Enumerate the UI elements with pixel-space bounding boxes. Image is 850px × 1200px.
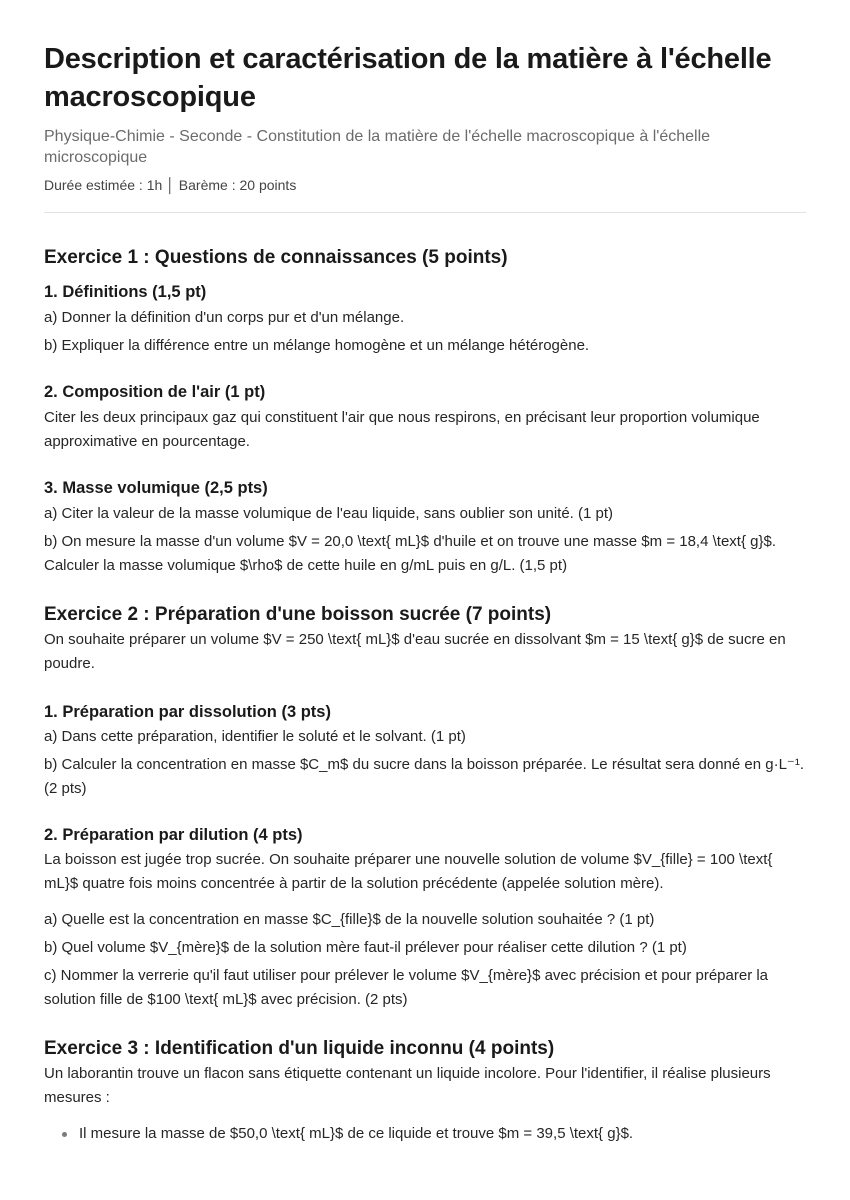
question-item: b) Expliquer la différence entre un mélange homogène et un mélange hétérogène. bbox=[44, 337, 590, 354]
question-item: b) On mesure la masse d'un volume $V = 20,0 \text{ mL}$ d'huile et on trouve une masse $m = 18,4 \text{ g}$. Calculer la masse volumique $\rho$ de cette huile en g/mL puis en g/L. (1,5 pt) bbox=[44, 533, 776, 574]
exercise-title: Exercice 3 : Identification d'un liquide inconnu (4 points) bbox=[44, 1038, 555, 1059]
exercise-2-section-2 bbox=[44, 824, 806, 1012]
question-item: c) Nommer la verrerie qu'il faut utiliser pour prélever le volume $V_{mère}$ avec précision et pour préparer la solution fille de $100 \text{ mL}$ avec précision. (2 pts) bbox=[44, 967, 769, 1008]
question-item: a) Quelle est la concentration en masse $C_{fille}$ de la nouvelle solution souhaitée ? (1 pt) bbox=[44, 911, 655, 928]
header-divider bbox=[44, 212, 806, 213]
exercise-intro: On souhaite préparer un volume $V = 250 \text{ mL}$ d'eau sucrée en dissolvant $m = 15 \text{ g}$ de sucre en poudre. bbox=[44, 631, 786, 672]
exercise-3 bbox=[44, 1036, 806, 1146]
question-item: Citer les deux principaux gaz qui constituent l'air que nous respirons, en précisant leur proportion volumique approximative en pourcentage. bbox=[44, 409, 760, 450]
exercise-title: Exercice 1 : Questions de connaissances (5 points) bbox=[44, 247, 508, 268]
exercise-2-section-1 bbox=[44, 701, 806, 801]
measurement-list bbox=[44, 1122, 806, 1146]
page-title: Description et caractérisation de la matière à l'échelle macroscopique bbox=[44, 43, 772, 113]
question-item: a) Donner la définition d'un corps pur et d'un mélange. bbox=[44, 309, 405, 326]
exercise-1-section-1 bbox=[44, 281, 806, 358]
question-item: a) Citer la valeur de la masse volumique de l'eau liquide, sans oublier son unité. (1 pt) bbox=[44, 505, 614, 522]
section-title: 2. Composition de l'air (1 pt) bbox=[44, 383, 266, 401]
duration-and-grading: Durée estimée : 1h │ Barème : 20 points bbox=[44, 177, 297, 193]
question-item: b) Quel volume $V_{mère}$ de la solution mère faut-il prélever pour réaliser cette dilution ? (1 pt) bbox=[44, 939, 687, 956]
question-item: b) Calculer la concentration en masse $C_m$ du sucre dans la boisson préparée. Le résultat sera donné en g·L⁻¹. (2 pts) bbox=[44, 756, 805, 797]
list-item: Il mesure la masse de $50,0 \text{ mL}$ de ce liquide et trouve $m = 39,5 \text{ g}$. bbox=[79, 1122, 806, 1146]
exercise-title: Exercice 2 : Préparation d'une boisson sucrée (7 points) bbox=[44, 604, 552, 625]
section-title: 1. Définitions (1,5 pt) bbox=[44, 283, 207, 301]
exercise-1-section-3 bbox=[44, 477, 806, 578]
exercise-2 bbox=[44, 602, 806, 1012]
section-title: 1. Préparation par dissolution (3 pts) bbox=[44, 703, 331, 721]
section-intro: La boisson est jugée trop sucrée. On souhaite préparer une nouvelle solution de volume $V_{fille} = 100 \text{ mL}$ quatre fois moins concentrée à partir de la solution précédente (appelée solution mère). bbox=[44, 851, 773, 892]
exercise-1 bbox=[44, 245, 806, 578]
exercise-1-section-2 bbox=[44, 381, 806, 454]
page-subtitle: Physique-Chimie - Seconde - Constitution de la matière de l'échelle macroscopique à l'échelle microscopique bbox=[44, 128, 711, 166]
section-title: 2. Préparation par dilution (4 pts) bbox=[44, 826, 303, 844]
exercise-intro: Un laborantin trouve un flacon sans étiquette contenant un liquide incolore. Pour l'identifier, il réalise plusieurs mesures : bbox=[44, 1065, 771, 1106]
question-item: a) Dans cette préparation, identifier le soluté et le solvant. (1 pt) bbox=[44, 728, 466, 745]
section-title: 3. Masse volumique (2,5 pts) bbox=[44, 479, 268, 497]
